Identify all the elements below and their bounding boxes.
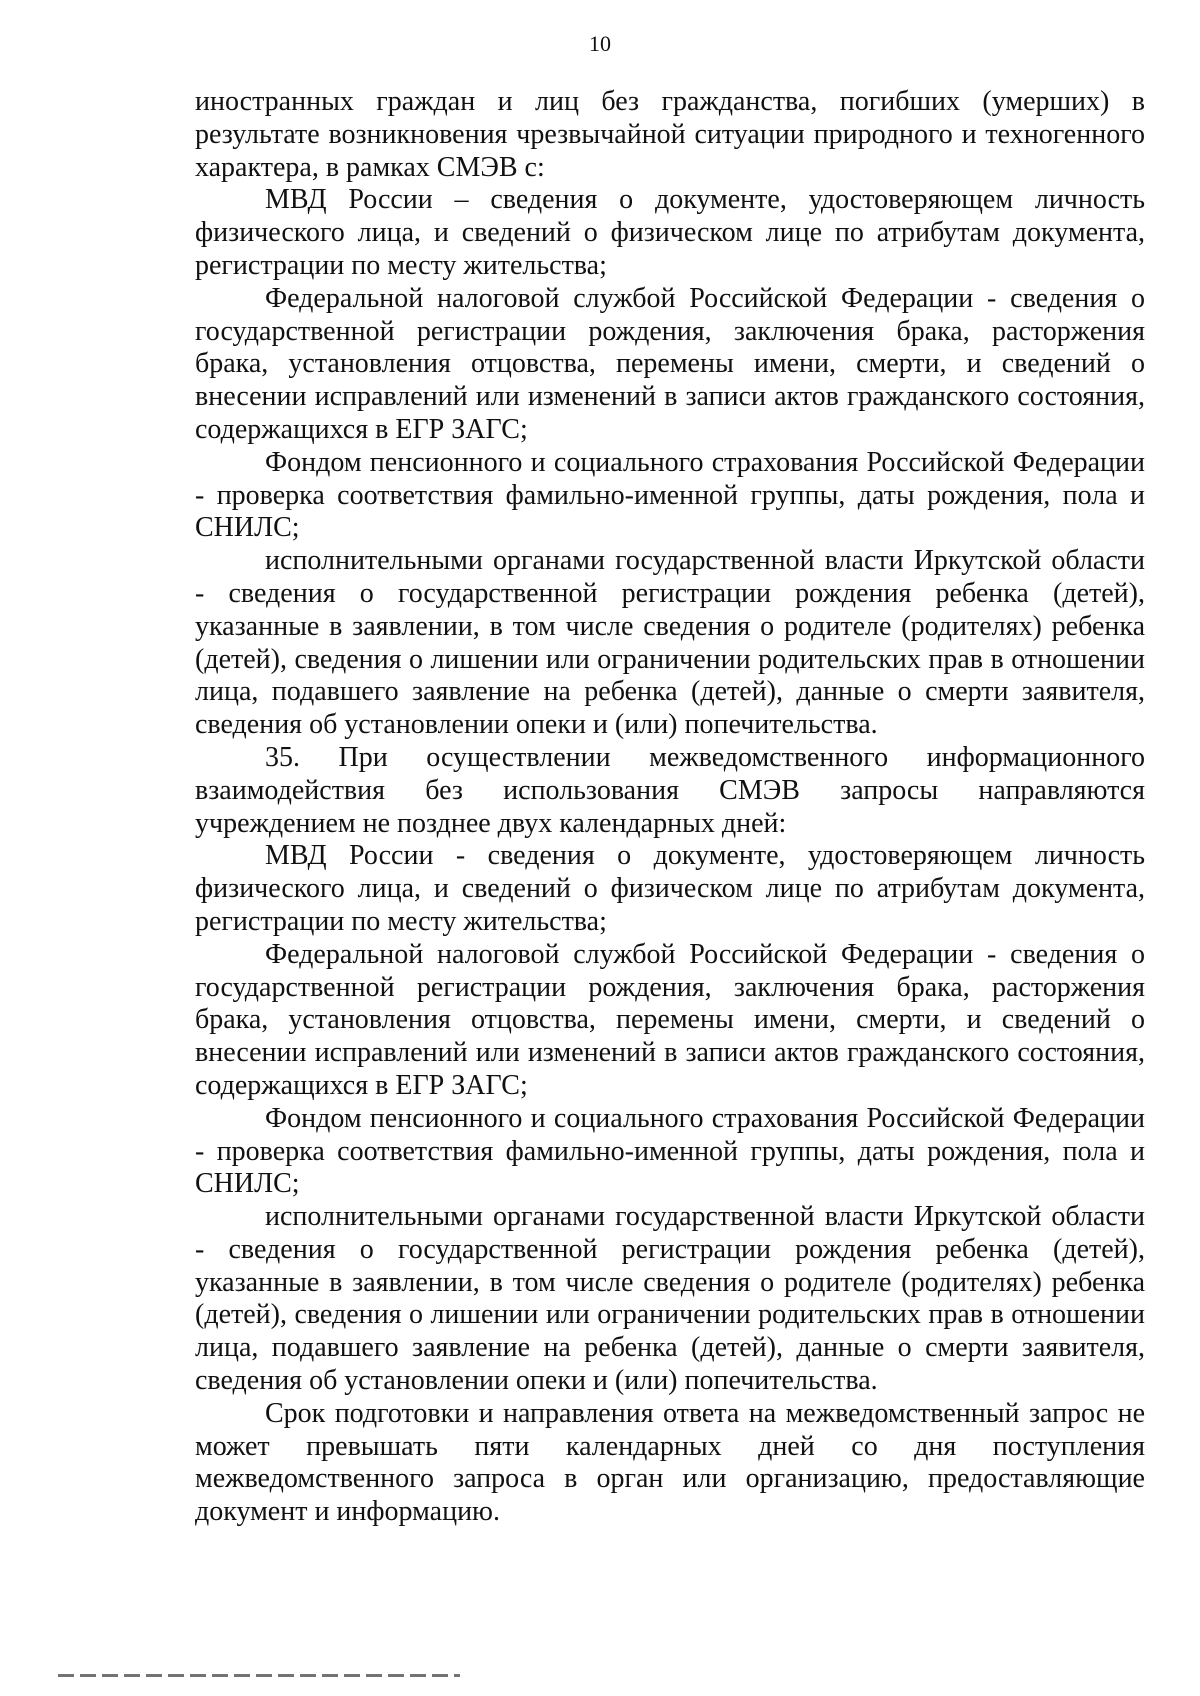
paragraph-sfr-smev: Фондом пенсионного и социального страхования Российской Федерации - проверка соответствия фамильно-именной группы, даты рождения, пола и СНИЛС; (195, 446, 1145, 544)
paragraph-mvd: МВД России - сведения о документе, удостоверяющем личность физического лица, и сведений о физическом лице по атрибутам документа, регистрации по месту жительства; (195, 840, 1145, 937)
paragraph-response-deadline: Срок подготовки и направления ответа на межведомственный запрос не может превышать пяти календарных дней со дня поступления межведомственного запроса в орган или организацию, предоставляющие документ и информацию. (195, 1397, 1145, 1528)
page-number: 10 (589, 31, 611, 56)
paragraph-sfr: Фондом пенсионного и социального страхования Российской Федерации - проверка соответствия фамильно-именной группы, даты рождения, пола и СНИЛС; (195, 1102, 1145, 1200)
paragraph-item-35: 35. При осуществлении межведомственного информационного взаимодействия без использования СМЭВ запросы направляются учреждением не позднее двух календарных дней: (195, 741, 1145, 839)
paragraph-fns-smev: Федеральной налоговой службой Российской Федерации - сведения о государственной регистрации рождения, заключения брака, расторжения брака, установления отцовства, перемены имени, смерти, и сведений о внесении исправлений или изменений в записи актов гражданского состояния, содержащихся в ЕГР ЗАГС; (195, 282, 1145, 445)
paragraph-irkutsk: исполнительными органами государственной власти Иркутской области - сведения о государственной регистрации рождения ребенка (детей), указанные в заявлении, в том числе сведения о родителе (родителях) ребенка (детей), сведения о лишении или ограничении родительских прав в отношении лица, подавшего заявление на ребенка (детей), данные о смерти заявителя, сведения об установлении опеки и (или) попечительства. (195, 1201, 1145, 1397)
scan-edge-artifact (58, 1674, 460, 1677)
paragraph-irkutsk-smev: исполнительными органами государственной власти Иркутской области - сведения о государственной регистрации рождения ребенка (детей), указанные в заявлении, в том числе сведения о родителе (родителях) ребенка (детей), сведения о лишении или ограничении родительских прав в отношении лица, подавшего заявление на ребенка (детей), данные о смерти заявителя, сведения об установлении опеки и (или) попечительства. (195, 545, 1145, 741)
paragraph-continuation: иностранных граждан и лиц без гражданства, погибших (умерших) в результате возникновения чрезвычайной ситуации природного и техногенного характера, в рамках СМЭВ с: (195, 86, 1145, 183)
paragraph-mvd-smev: МВД России – сведения о документе, удостоверяющем личность физического лица, и сведений о физическом лице по атрибутам документа, регистрации по месту жительства; (195, 184, 1145, 281)
paragraph-fns: Федеральной налоговой службой Российской Федерации - сведения о государственной регистрации рождения, заключения брака, расторжения брака, установления отцовства, перемены имени, смерти, и сведений о внесении исправлений или изменений в записи актов гражданского состояния, содержащихся в ЕГР ЗАГС; (195, 938, 1145, 1101)
document-body (195, 86, 1145, 1529)
